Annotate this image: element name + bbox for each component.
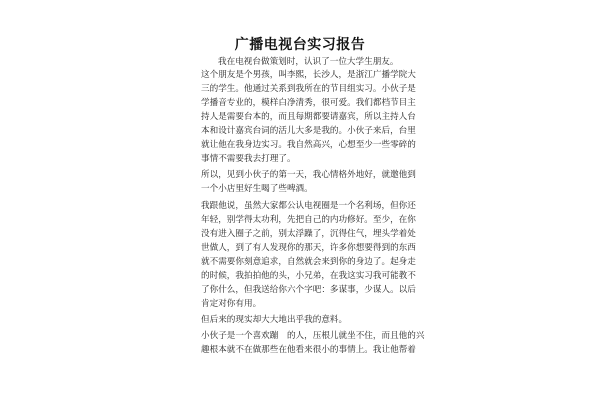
paragraph-line: 没有进入圈子之前，别太浮躁了，沉得住气，埋头学着处 xyxy=(201,229,416,239)
paragraph-line: 学播音专业的，模样白净清秀，很可爱。我们都档节目主 xyxy=(201,98,416,108)
paragraph-line: 我跟他说，虽然大家都公认电视圈是一个名利场，但你还 xyxy=(201,201,416,211)
paragraph-line: 一个小店里好生喝了些啤酒。 xyxy=(201,184,313,194)
paragraph-line: 年轻，别学得太功利，先把自己的内功修好。至少，在你 xyxy=(201,215,416,225)
paragraph-line: 了你什么，但我送给你六个字吧：多谋事，少谋人。以后 xyxy=(201,285,416,295)
paragraph-line: 事情不需要我去打理了。 xyxy=(201,154,296,164)
paragraph-line: 就让他在我身边实习。我自然高兴，心想至少一些零碎的 xyxy=(201,140,416,150)
document-title: 广播电视台实习报告 xyxy=(234,37,366,53)
paragraph-line: 本和设计嘉宾台词的活儿大多是我的。小伙子来后，台里 xyxy=(201,126,416,136)
paragraph-line: 所以，见到小伙子的第一天，我心情格外地好，就邀他到 xyxy=(201,170,416,180)
paragraph-line: 持人是需要台本的，而且每期都要请嘉宾，所以主持人台 xyxy=(201,112,416,122)
paragraph-line: 肯定对你有用。 xyxy=(201,299,262,309)
paragraph-line: 但后来的现实却大大地出乎我的意料。 xyxy=(201,315,348,325)
paragraph-line: 小伙子是一个喜欢蹦 的人，压根儿就坐不住，而且他的兴 xyxy=(201,331,425,341)
paragraph-line: 三的学生。他通过关系到我所在的节目组实习。小伙子是 xyxy=(201,84,416,94)
paragraph-line: 趣根本就不在做那些在他看来很小的事情上。我让他帮着 xyxy=(201,345,416,355)
paragraph-line: 这个朋友是个男孩，叫李熙，长沙人，是浙江广播学院大 xyxy=(201,70,416,80)
paragraph-line: 世做人，到了有人发现你的那天，许多你想要得到的东西 xyxy=(201,243,416,253)
paragraph-line: 就不需要你刻意追求，自然就会来到你的身边了。起身走 xyxy=(201,257,416,267)
paragraph-line: 的时候，我拍拍他的头，小兄弟，在我这实习我可能教不 xyxy=(201,271,416,281)
paragraph-line: 我在电视台做策划时，认识了一位大学生朋友。 xyxy=(218,57,399,67)
